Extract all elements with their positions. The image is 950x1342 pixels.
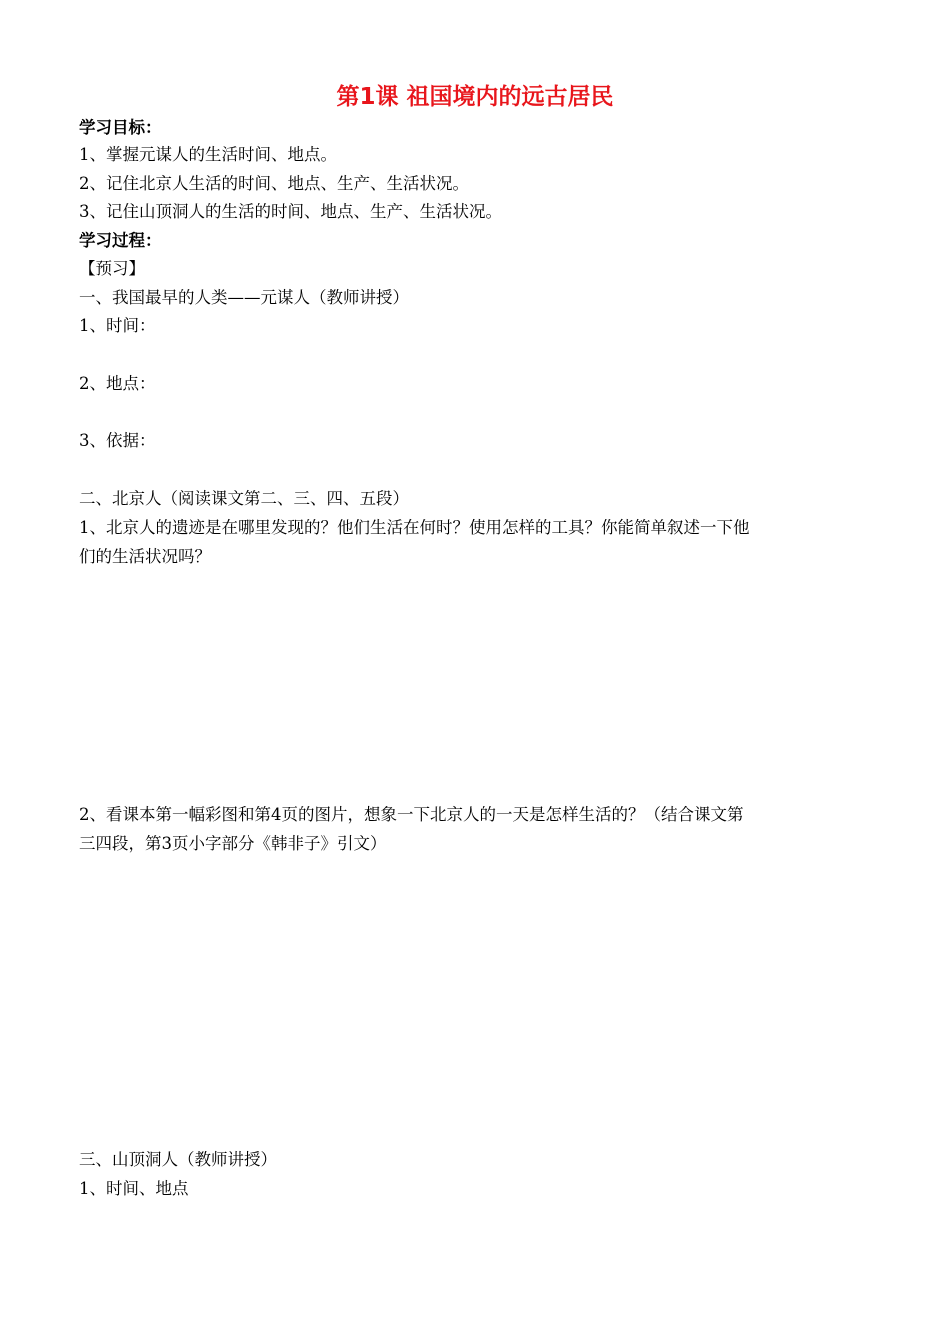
section3-item-time-place: 1、时间、地点: [79, 1179, 189, 1198]
section1-item-time: 1、时间：: [79, 316, 156, 335]
preview-label: 【预习】: [79, 259, 145, 278]
section1-item-place: 2、地点：: [79, 374, 156, 393]
process-heading: 学习过程：: [79, 231, 162, 250]
question-2-line2: 三四段，第3页小字部分《韩非子》引文）: [79, 834, 387, 853]
lesson-title: 第1课 祖国境内的远古居民: [336, 84, 614, 110]
objective-item: 3、记住山顶洞人的生活的时间、地点、生产、生活状况。: [79, 202, 502, 221]
question-1-line1: 1、北京人的遗迹是在哪里发现的？他们生活在何时？使用怎样的工具？你能简单叙述一下他: [79, 518, 750, 537]
question-1-line2: 们的生活状况吗？: [79, 547, 211, 566]
objectives-heading: 学习目标：: [79, 118, 162, 137]
section1-item-evidence: 3、依据：: [79, 431, 156, 450]
objective-item: 2、记住北京人生活的时间、地点、生产、生活状况。: [79, 174, 469, 193]
section-heading-yuanmou: 一、我国最早的人类——元谋人（教师讲授）: [79, 288, 409, 307]
objective-item: 1、掌握元谋人的生活时间、地点。: [79, 145, 337, 164]
section-heading-peking-man: 二、北京人（阅读课文第二、三、四、五段）: [79, 489, 409, 508]
section-heading-upper-cave: 三、山顶洞人（教师讲授）: [79, 1150, 277, 1169]
question-2-line1: 2、看课本第一幅彩图和第4页的图片，想象一下北京人的一天是怎样生活的？（结合课文第: [79, 805, 744, 824]
